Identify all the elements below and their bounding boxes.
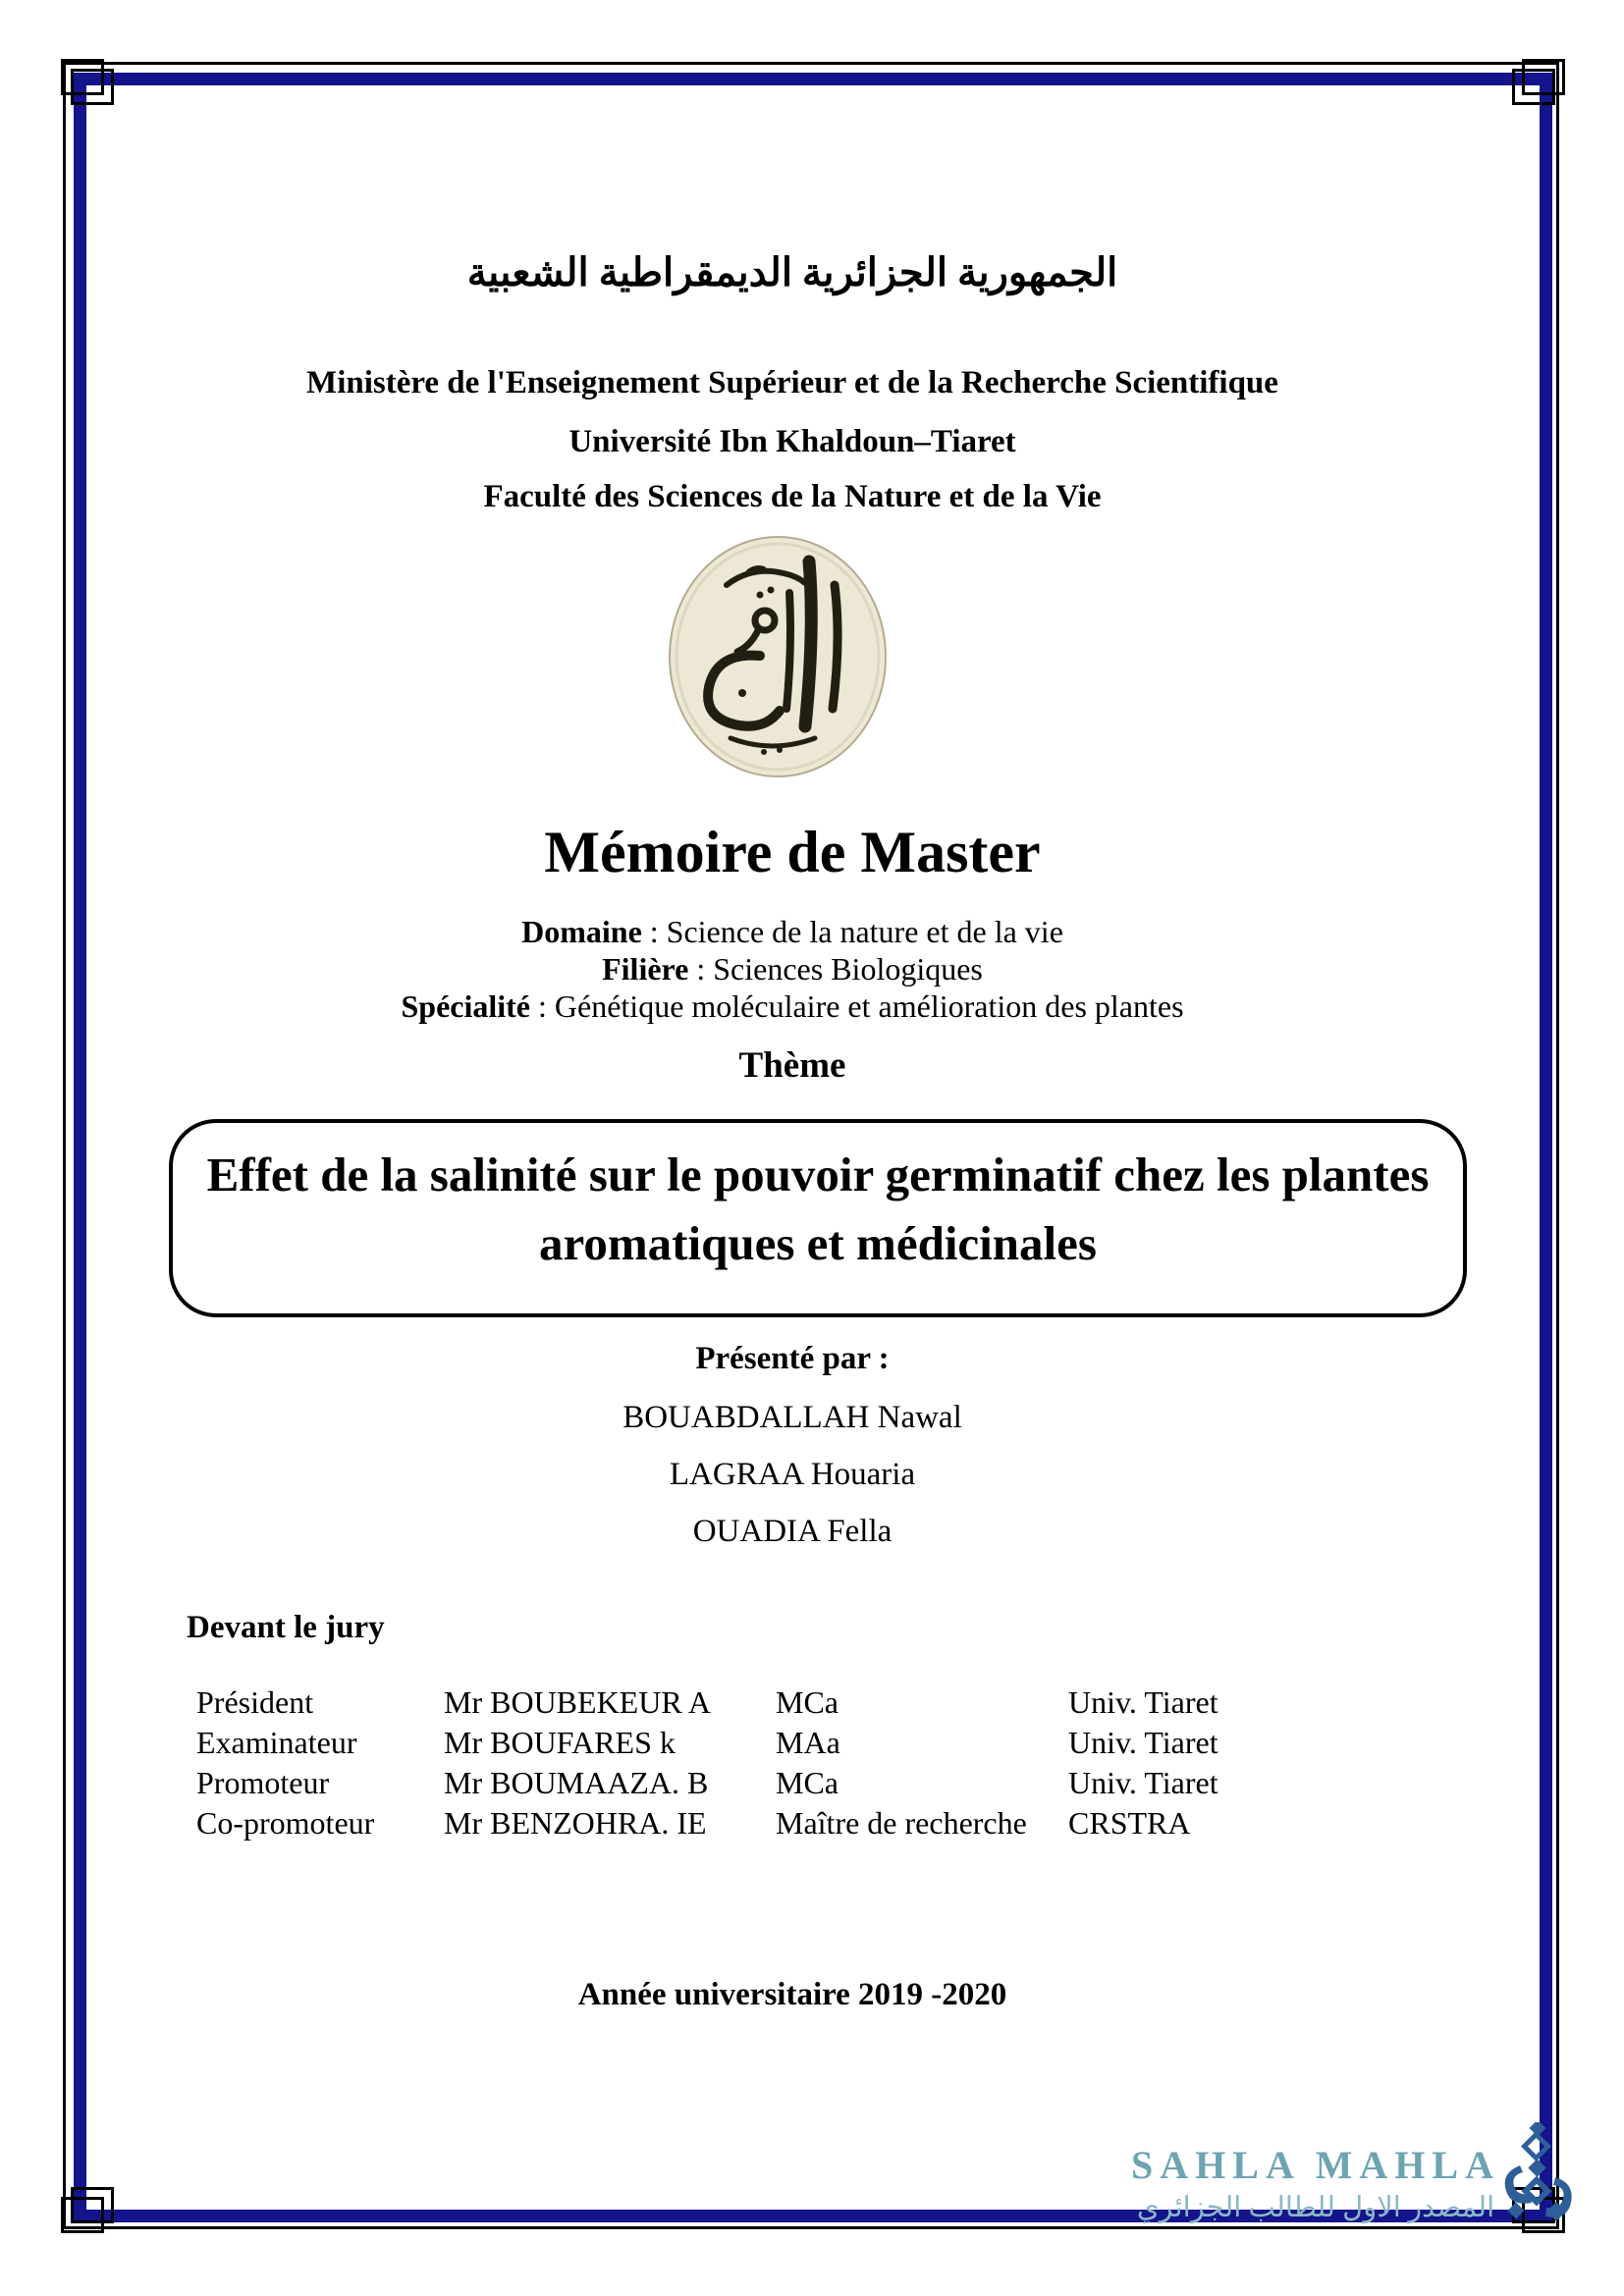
author-name: BOUABDALLAH Nawal (623, 1400, 962, 1435)
republic-title-arabic: الجمهورية الجزائرية الديمقراطية الشعبية (466, 250, 1118, 294)
author-name: OUADIA Fella (692, 1514, 893, 1549)
border-corner-ornament (61, 59, 104, 95)
theme-title-box (169, 1119, 1467, 1317)
academic-year: Année universitaire 2019 -2020 (577, 1977, 1007, 2012)
theme-title: Effet de la salinité sur le pouvoir germinatif chez les plantes aromatiques et médicinales (206, 1148, 1430, 1270)
university-seal (0, 534, 1555, 784)
watermark (1110, 2142, 1522, 2224)
jury-institution: Univ. Tiaret (1068, 1684, 1218, 1720)
jury-heading: Devant le jury (187, 1610, 385, 1645)
field-domaine: Domaine : Science de la nature et de la vie (521, 914, 1063, 949)
jury-role: Examinateur (196, 1725, 357, 1760)
theme-label: Thème (738, 1045, 846, 1086)
jury-institution: Univ. Tiaret (1068, 1765, 1218, 1800)
field-filiere: Filière : Sciences Biologiques (602, 951, 983, 987)
jury-name: Mr BOUMAAZA. B (444, 1765, 709, 1800)
jury-name: Mr BOUBEKEUR A (444, 1684, 712, 1720)
jury-grade: MCa (776, 1765, 839, 1800)
watermark-brand: SAHLA MAHLA (1131, 2143, 1500, 2187)
jury-grade: Maître de recherche (776, 1805, 1027, 1841)
jury-role: Promoteur (196, 1765, 330, 1800)
jury-name: Mr BENZOHRA. IE (444, 1805, 707, 1841)
border-corner-ornament (1512, 69, 1555, 105)
university-line: Université Ibn Khaldoun–Tiaret (568, 424, 1016, 459)
degree-title: Mémoire de Master (544, 820, 1041, 884)
jury-table (196, 1682, 1218, 1843)
field-specialite: Spécialité : Génétique moléculaire et amélioration des plantes (401, 988, 1184, 1024)
border-corner-ornament (71, 2187, 114, 2223)
jury-institution: CRSTRA (1068, 1805, 1191, 1841)
author-name: LAGRAA Houaria (669, 1457, 916, 1492)
university-seal-icon (666, 534, 890, 779)
border-corner-ornament (71, 69, 114, 105)
jury-grade: MAa (776, 1725, 840, 1760)
border-corner-ornament (61, 2197, 104, 2233)
jury-name: Mr BOUFARES k (444, 1725, 676, 1760)
sahla-mahla-logo-icon (1498, 2122, 1579, 2229)
authors-list (0, 1398, 1585, 1569)
ministry-line: Ministère de l'Enseignement Supérieur et de la Recherche Scientifique (306, 365, 1278, 400)
faculty-line: Faculté des Sciences de la Nature et de la Vie (483, 479, 1102, 514)
jury-role: Co-promoteur (196, 1805, 375, 1841)
presented-by-label: Présenté par : (695, 1341, 890, 1376)
jury-role: Président (196, 1684, 314, 1720)
jury-institution: Univ. Tiaret (1068, 1725, 1218, 1760)
watermark-tagline-arabic: المصدر الاول للطالب الجزائري (1136, 2192, 1495, 2223)
degree-fields (0, 913, 1585, 1025)
jury-grade: MCa (776, 1684, 839, 1720)
border-corner-ornament (1522, 59, 1565, 95)
